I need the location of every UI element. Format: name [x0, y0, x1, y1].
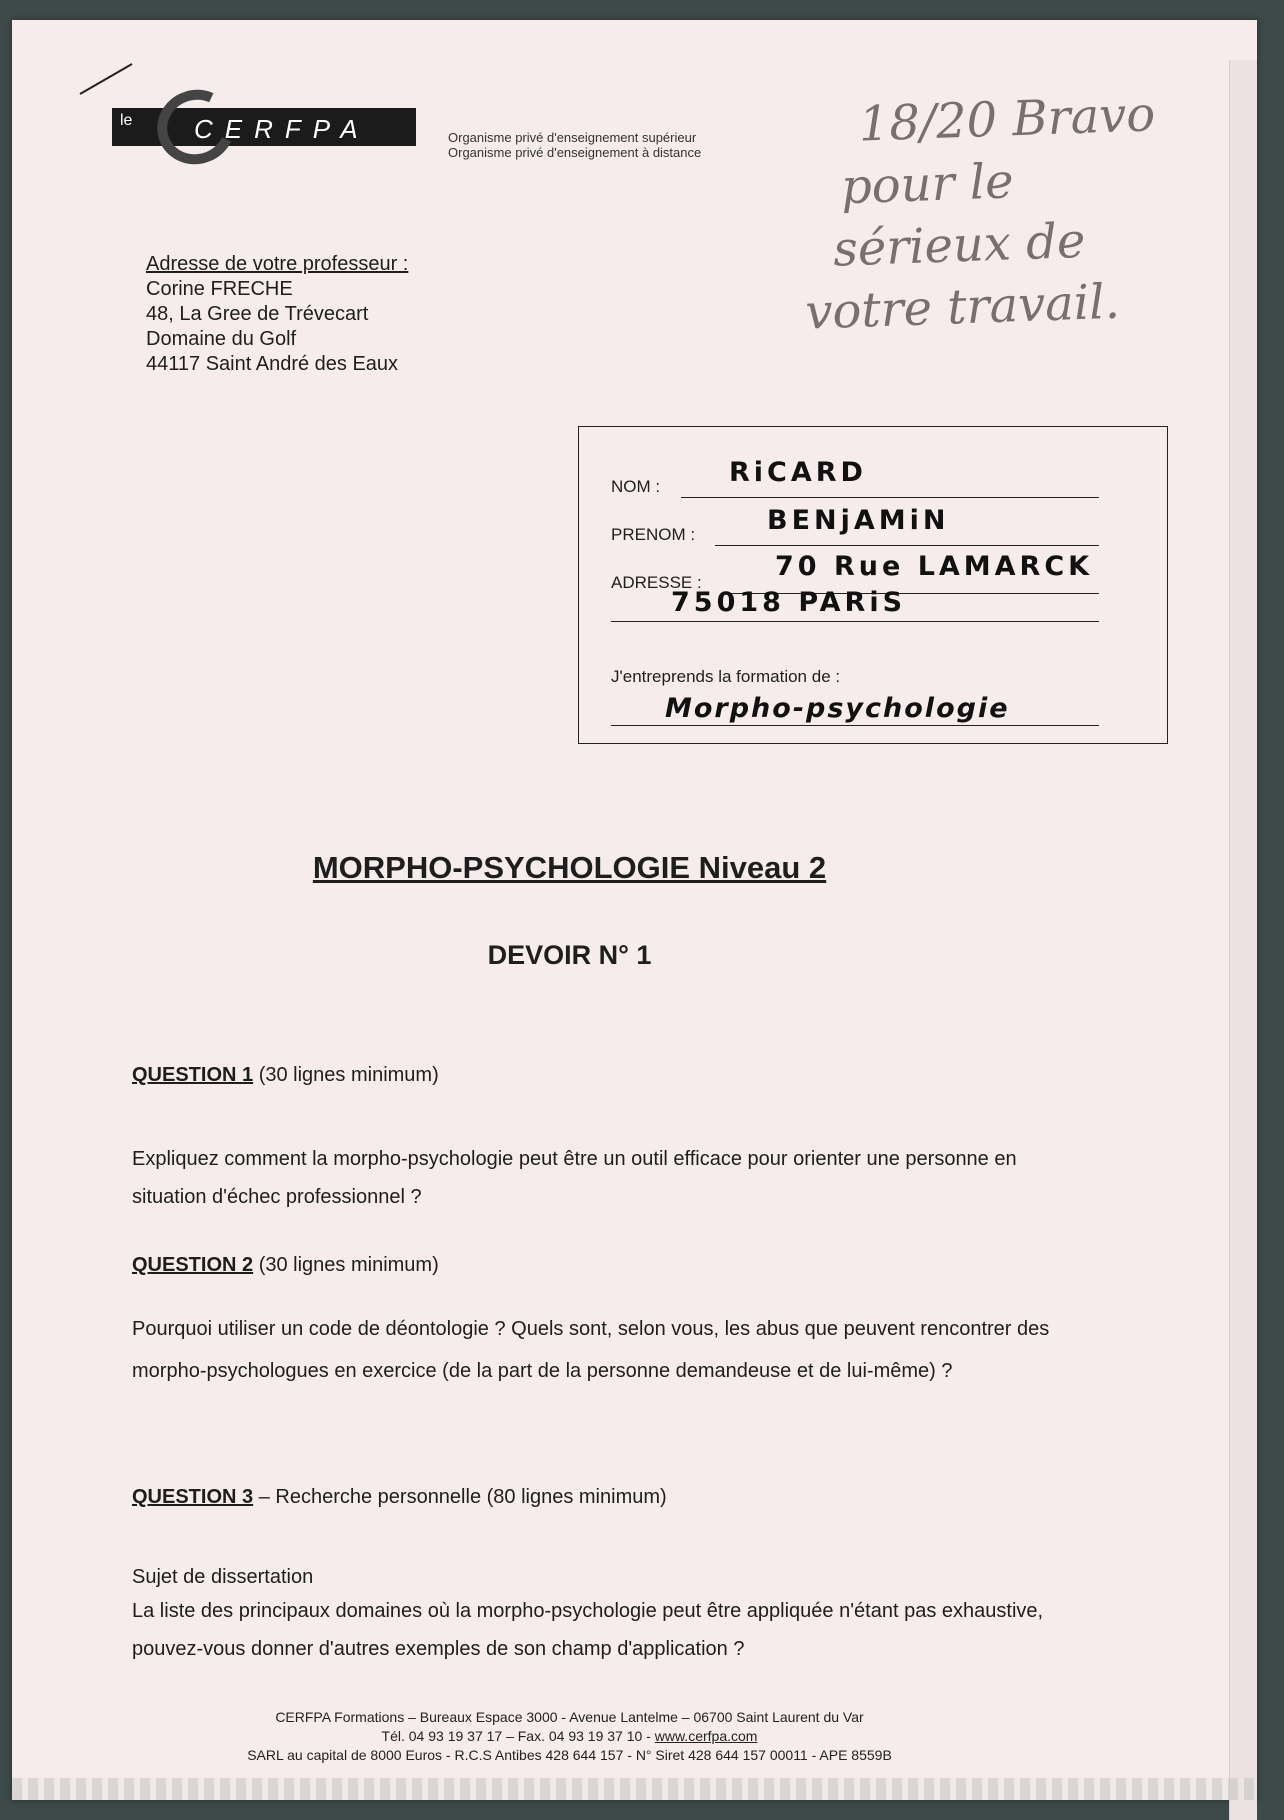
- grade-line-2: pour le: [840, 153, 1015, 216]
- tagline-line-2: Organisme privé d'enseignement à distance: [448, 145, 702, 160]
- grade-line-3: sérieux de: [832, 212, 1087, 278]
- question-1-text: Expliquez comment la morpho-psychologie peut être un outil efficace pour orienter une personne en situation d'échec professionnel ?: [132, 1148, 1017, 1208]
- footer-line-3: SARL au capital de 8000 Euros - R.C.S Antibes 428 644 157 - N° Siret 428 644 157 00011 - APE 8559B: [247, 1747, 892, 1763]
- binder-sleeve-edge: [12, 1778, 1257, 1800]
- prenom-value: BENjAMiN: [767, 505, 950, 536]
- nom-value: RiCARD: [729, 457, 867, 488]
- tagline-line-1: Organisme privé d'enseignement supérieur: [448, 130, 697, 145]
- cerfpa-logo: [102, 90, 416, 164]
- professor-city: 44117 Saint André des Eaux: [146, 353, 399, 375]
- footer-line-1: CERFPA Formations – Bureaux Espace 3000 - Avenue Lantelme – 06700 Saint Laurent du Var: [275, 1709, 864, 1725]
- organisation-tagline: [448, 130, 701, 160]
- website-link[interactable]: www.cerfpa.com: [654, 1728, 758, 1744]
- logo-prefix: le: [120, 112, 133, 129]
- question-1-note: (30 lignes minimum): [258, 1064, 439, 1086]
- assignment-number: DEVOIR N° 1: [487, 940, 652, 970]
- professor-address: [146, 252, 408, 377]
- adresse-line-2: [611, 621, 1099, 622]
- page-footer: [12, 1708, 1257, 1765]
- question-3-note: – Recherche personnelle (80 lignes minimum): [258, 1486, 667, 1508]
- formation-value: Morpho-psychologie: [665, 693, 1010, 724]
- footer-contact: Tél. 04 93 19 37 17 – Fax. 04 93 19 37 10 -: [381, 1728, 651, 1744]
- student-info-box: [578, 426, 1168, 744]
- professor-name: Corine FRECHE: [146, 278, 293, 300]
- question-3-intro: Sujet de dissertation: [132, 1566, 314, 1588]
- question-1-label: QUESTION 1: [132, 1064, 254, 1086]
- question-3: [132, 1478, 1092, 1516]
- question-1: [132, 1056, 1092, 1094]
- question-3-text: La liste des principaux domaines où la morpho-psychologie peut être appliquée n'étant pas exhaustive, pouvez-vous donner d'autres exemples de son champ d'application ?: [132, 1600, 1044, 1660]
- logo-name: CERFPA: [194, 114, 370, 144]
- formation-label: J'entreprends la formation de :: [611, 667, 841, 686]
- question-3-label: QUESTION 3: [132, 1486, 254, 1508]
- grade-line-1: 18/20 Bravo: [857, 86, 1157, 153]
- prenom-label: PRENOM :: [611, 525, 696, 544]
- prenom-line: [715, 545, 1099, 546]
- nom-label: NOM :: [611, 477, 661, 496]
- page-title: MORPHO-PSYCHOLOGIE Niveau 2: [312, 850, 827, 885]
- professor-domain: Domaine du Golf: [146, 328, 297, 350]
- question-2-note: (30 lignes minimum): [258, 1254, 439, 1276]
- question-2-text: Pourquoi utiliser un code de déontologie ? Quels sont, selon vous, les abus que peuvent rencontrer des morpho-psychologues en exercice (de la part de la personne demandeuse et de lui-même) ?: [132, 1318, 1050, 1382]
- grade-line-4: votre travail.: [804, 273, 1121, 341]
- adresse-label: ADRESSE :: [611, 573, 702, 592]
- adresse-value: 70 Rue LAMARCK: [775, 551, 1094, 582]
- question-2-label: QUESTION 2: [132, 1254, 254, 1276]
- grade-annotation: [798, 80, 1246, 343]
- document-page: [12, 20, 1257, 1800]
- professor-heading: Adresse de votre professeur :: [146, 253, 409, 275]
- professor-street: 48, La Gree de Trévecart: [146, 303, 369, 325]
- adresse-line2-value: 75018 PARiS: [671, 587, 907, 618]
- footer-line-2: [12, 1727, 1127, 1746]
- question-2: [132, 1246, 1092, 1284]
- formation-line: [611, 725, 1099, 726]
- nom-line: [681, 497, 1099, 498]
